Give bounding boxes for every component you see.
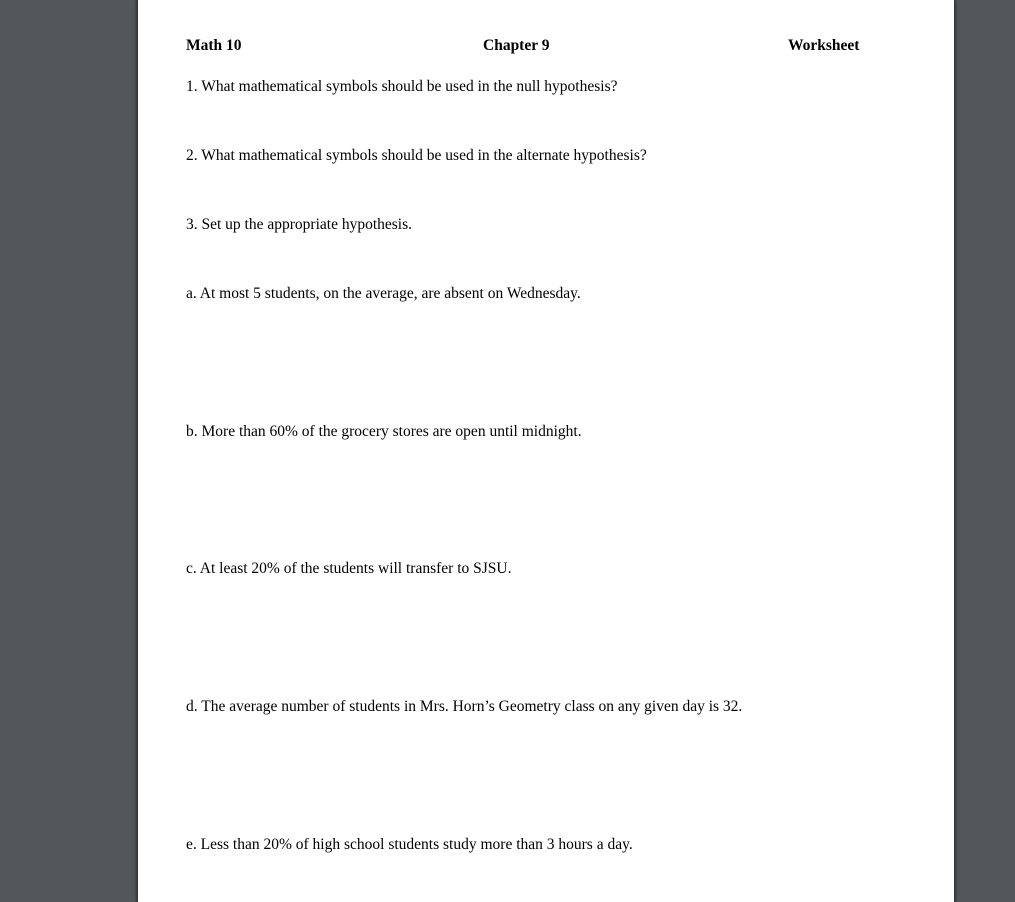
question-3d: d. The average number of students in Mrs. Horn’s Geometry class on any given day is 32. xyxy=(186,698,743,715)
question-3: 3. Set up the appropriate hypothesis. xyxy=(186,216,412,233)
question-2: 2. What mathematical symbols should be used in the alternate hypothesis? xyxy=(186,147,647,164)
header-chapter: Chapter 9 xyxy=(483,37,550,54)
question-3a: a. At most 5 students, on the average, are absent on Wednesday. xyxy=(186,285,581,302)
header-course: Math 10 xyxy=(186,37,242,54)
question-3e: e. Less than 20% of high school students study more than 3 hours a day. xyxy=(186,836,633,853)
header-worksheet: Worksheet xyxy=(788,37,860,54)
document-page[interactable] xyxy=(138,0,954,902)
question-3b: b. More than 60% of the grocery stores are open until midnight. xyxy=(186,423,582,440)
question-1: 1. What mathematical symbols should be used in the null hypothesis? xyxy=(186,78,618,95)
question-3c: c. At least 20% of the students will transfer to SJSU. xyxy=(186,560,512,577)
page-shadow-right xyxy=(954,0,958,902)
